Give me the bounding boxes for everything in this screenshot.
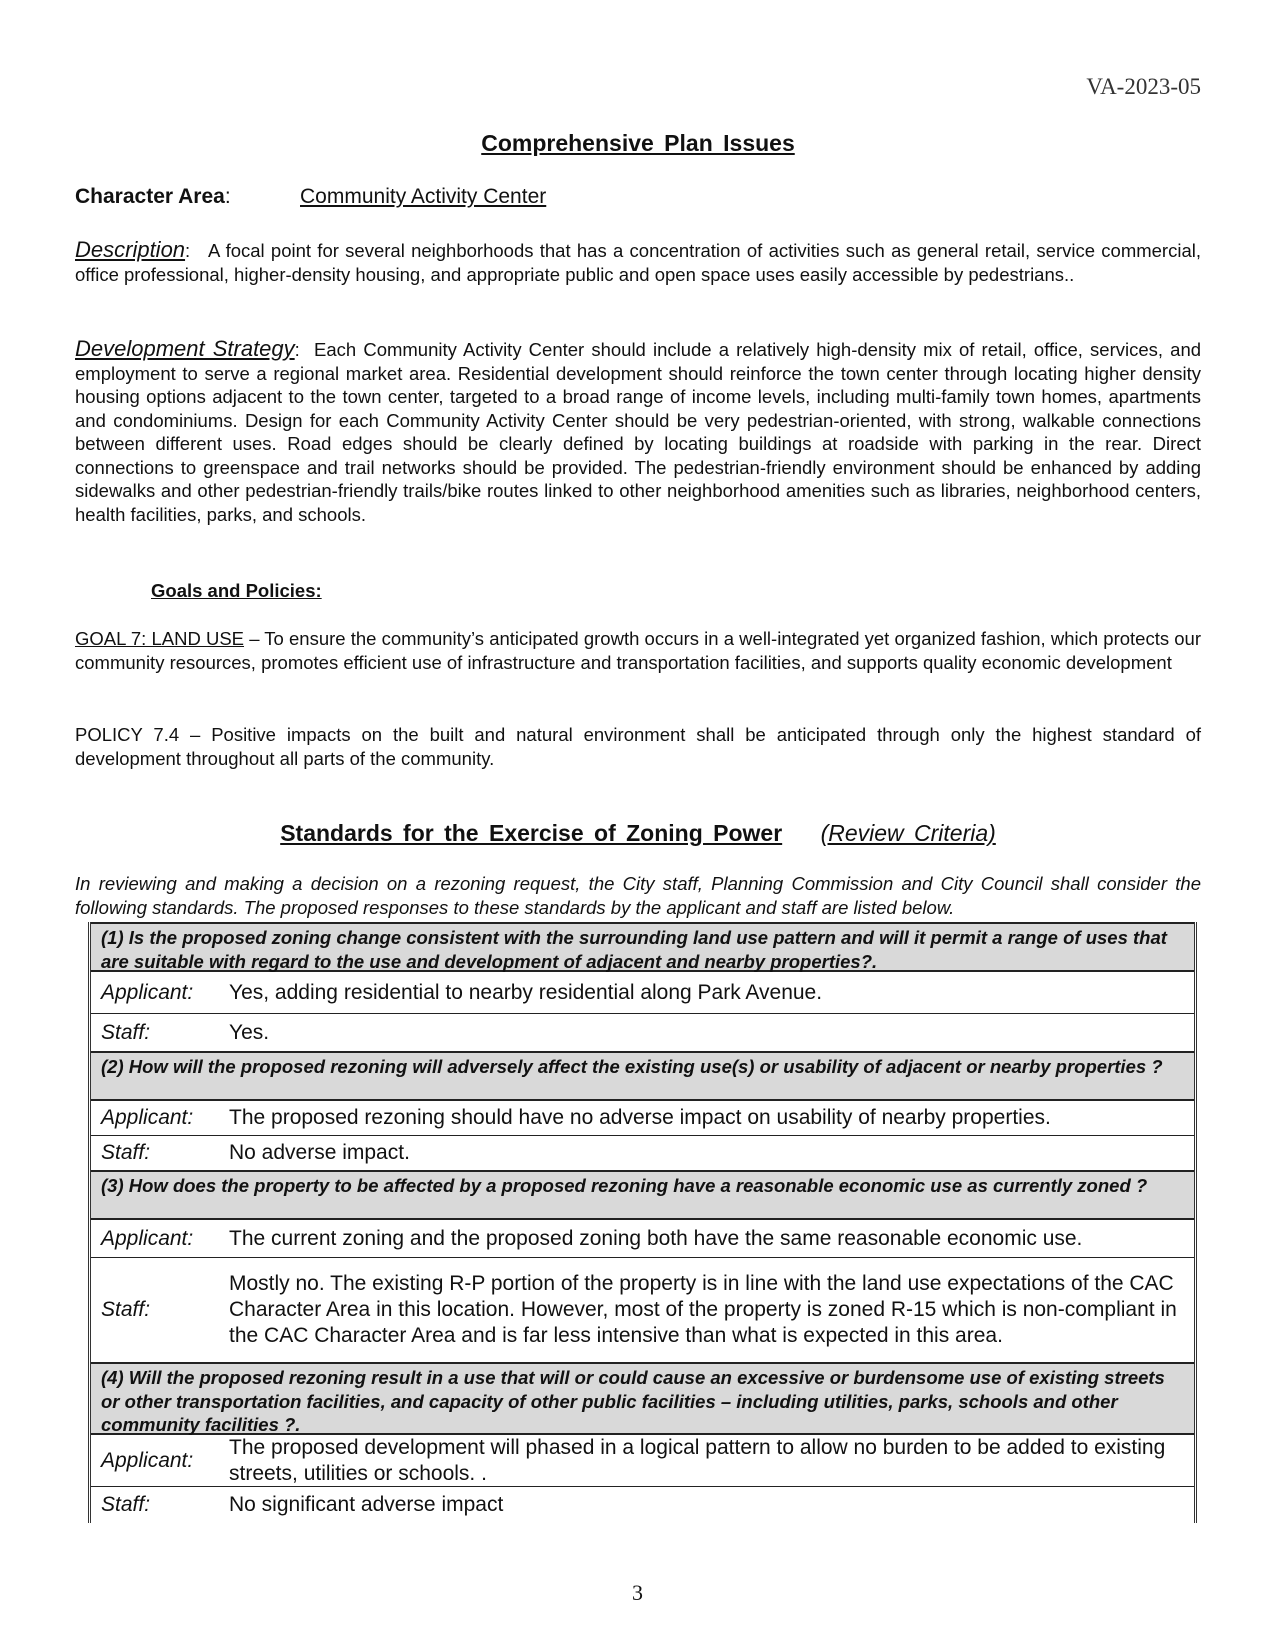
staff-row [91, 1487, 1194, 1523]
applicant-label: Applicant: [101, 980, 194, 1004]
staff-label: Staff: [101, 1298, 151, 1321]
standards-heading-sub: (Review Criteria) [820, 820, 996, 846]
development-strategy-paragraph: Development Strategy: Each Community Activity Center should include a relatively high-density mix of retail, office, services, and employment to serve a regional market area. Residential development should reinforce the town center through locating higher density housing options adjacent to the town center, targeted to a broad range of income levels, including multi-family town homes, apartments and condominiums. Design for each Community Activity Center should be very pedestrian-oriented, with strong, walkable connections between different uses. Road edges should be clearly defined by locating buildings at roadside with parking in the rear. Direct connections to greenspace and trail networks should be provided. The pedestrian-friendly environment should be enhanced by adding sidewalks and other pedestrian-friendly trails/bike routes linked to other neighborhood amenities such as libraries, neighborhood centers, health facilities, parks, and schools. [75, 336, 1202, 525]
description-label: Description [75, 237, 186, 262]
question-row: (2) How will the proposed rezoning will adversely affect the existing use(s) or usability of adjacent or nearby properties ? [91, 1051, 1194, 1101]
applicant-label: Applicant: [101, 1226, 194, 1250]
staff-row [91, 1258, 1194, 1362]
character-area-value: Community Activity Center [300, 185, 547, 208]
goal-text: – To ensure the community’s anticipated growth occurs in a well-integrated yet organized fashion, which protects our community resources, promotes efficient use of infrastructure and transportation facilities, and supports quality economic development [75, 628, 1201, 673]
staff-label: Staff: [101, 1141, 151, 1164]
staff-row [91, 1136, 1194, 1170]
development-strategy-label: Development Strategy [75, 336, 295, 361]
staff-label: Staff: [101, 1020, 151, 1044]
question-row: (3) How does the property to be affected by a proposed rezoning have a reasonable economic use as currently zoned ? [91, 1170, 1194, 1220]
character-area: Character Area: Community Activity Center [75, 185, 547, 208]
applicant-response: The proposed development will phased in a logical pattern to allow no burden to be added to existing streets, utilities or schools. . [229, 1435, 1166, 1485]
staff-response: No adverse impact. [229, 1141, 410, 1164]
standards-intro: In reviewing and making a decision on a rezoning request, the City staff, Planning Commission and City Council shall consider the following standards. The proposed responses to these standards by the applicant and staff are listed below. [75, 873, 1201, 918]
applicant-row [91, 1435, 1194, 1487]
comprehensive-plan-heading: Comprehensive Plan Issues [481, 130, 795, 156]
staff-response: No significant adverse impact [229, 1493, 504, 1516]
staff-label: Staff: [101, 1493, 151, 1516]
goal-label: GOAL 7: LAND USE [75, 628, 245, 649]
description-text: A focal point for several neighborhoods that has a concentration of activities such as general retail, service commercial, office professional, higher-density housing, and appropriate public and open space uses easily accessible by pedestrians.. [75, 240, 1201, 285]
applicant-row [91, 1220, 1194, 1258]
staff-row [91, 1014, 1194, 1051]
applicant-row [91, 1101, 1194, 1136]
applicant-response: The proposed rezoning should have no adverse impact on usability of nearby properties. [229, 1106, 1051, 1129]
applicant-row [91, 972, 1194, 1014]
development-strategy-text: Each Community Activity Center should include a relatively high-density mix of retail, office, services, and employment to serve a regional market area. Residential development should reinforce the town center through locating higher density housing options adjacent to the town center, targeted to a broad range of income levels, including multi-family town homes, apartments and condominiums. Design for each Community Activity Center should be very pedestrian-oriented, with strong, walkable connections between different uses. Road edges should be clearly defined by locating buildings at roadside with parking in the rear. Direct connections to greenspace and trail networks should be provided. The pedestrian-friendly environment should be enhanced by adding sidewalks and other pedestrian-friendly trails/bike routes linked to other neighborhood amenities such as libraries, neighborhood centers, health facilities, parks, and schools. [75, 339, 1202, 525]
question-row: (4) Will the proposed rezoning result in a use that will or could cause an excessive or burdensome use of existing streets or other transportation facilities, and capacity of other public facilities – including utilities, parks, schools and other community facilities ?. [91, 1362, 1194, 1435]
page-number: 3 [632, 1580, 643, 1605]
staff-response: Yes. [229, 1020, 270, 1044]
description-paragraph: Description: A focal point for several neighborhoods that has a concentration of activities such as general retail, service commercial, office professional, higher-density housing, and appropriate public and open space uses easily accessible by pedestrians.. [75, 237, 1201, 285]
document-id: VA-2023-05 [1086, 74, 1201, 99]
standards-heading [75, 820, 1201, 847]
review-criteria-table [88, 922, 1197, 1523]
character-area-label: Character Area [75, 185, 225, 208]
standards-heading-main: Standards for the Exercise of Zoning Power [280, 820, 783, 846]
applicant-response: The current zoning and the proposed zoning both have the same reasonable economic use. [229, 1226, 1083, 1250]
applicant-label: Applicant: [101, 1448, 194, 1472]
applicant-response: Yes, adding residential to nearby residential along Park Avenue. [229, 980, 823, 1004]
policy-paragraph: POLICY 7.4 – Positive impacts on the built and natural environment shall be anticipated through only the highest standard of development throughout all parts of the community. [75, 724, 1201, 769]
goal-paragraph [75, 627, 1201, 674]
applicant-label: Applicant: [101, 1106, 194, 1129]
question-row: (1) Is the proposed zoning change consistent with the surrounding land use pattern and will it permit a range of uses that are suitable with regard to the use and development of adjacent and nearby properties?. [91, 922, 1194, 972]
staff-response: Mostly no. The existing R-P portion of the property is in line with the land use expectations of the CAC Character Area in this location. However, most of the property is zoned R-15 which is non-compliant in the CAC Character Area and is far less intensive than what is expected in this area. [229, 1272, 1177, 1347]
goals-policies-heading: Goals and Policies: [151, 580, 322, 601]
